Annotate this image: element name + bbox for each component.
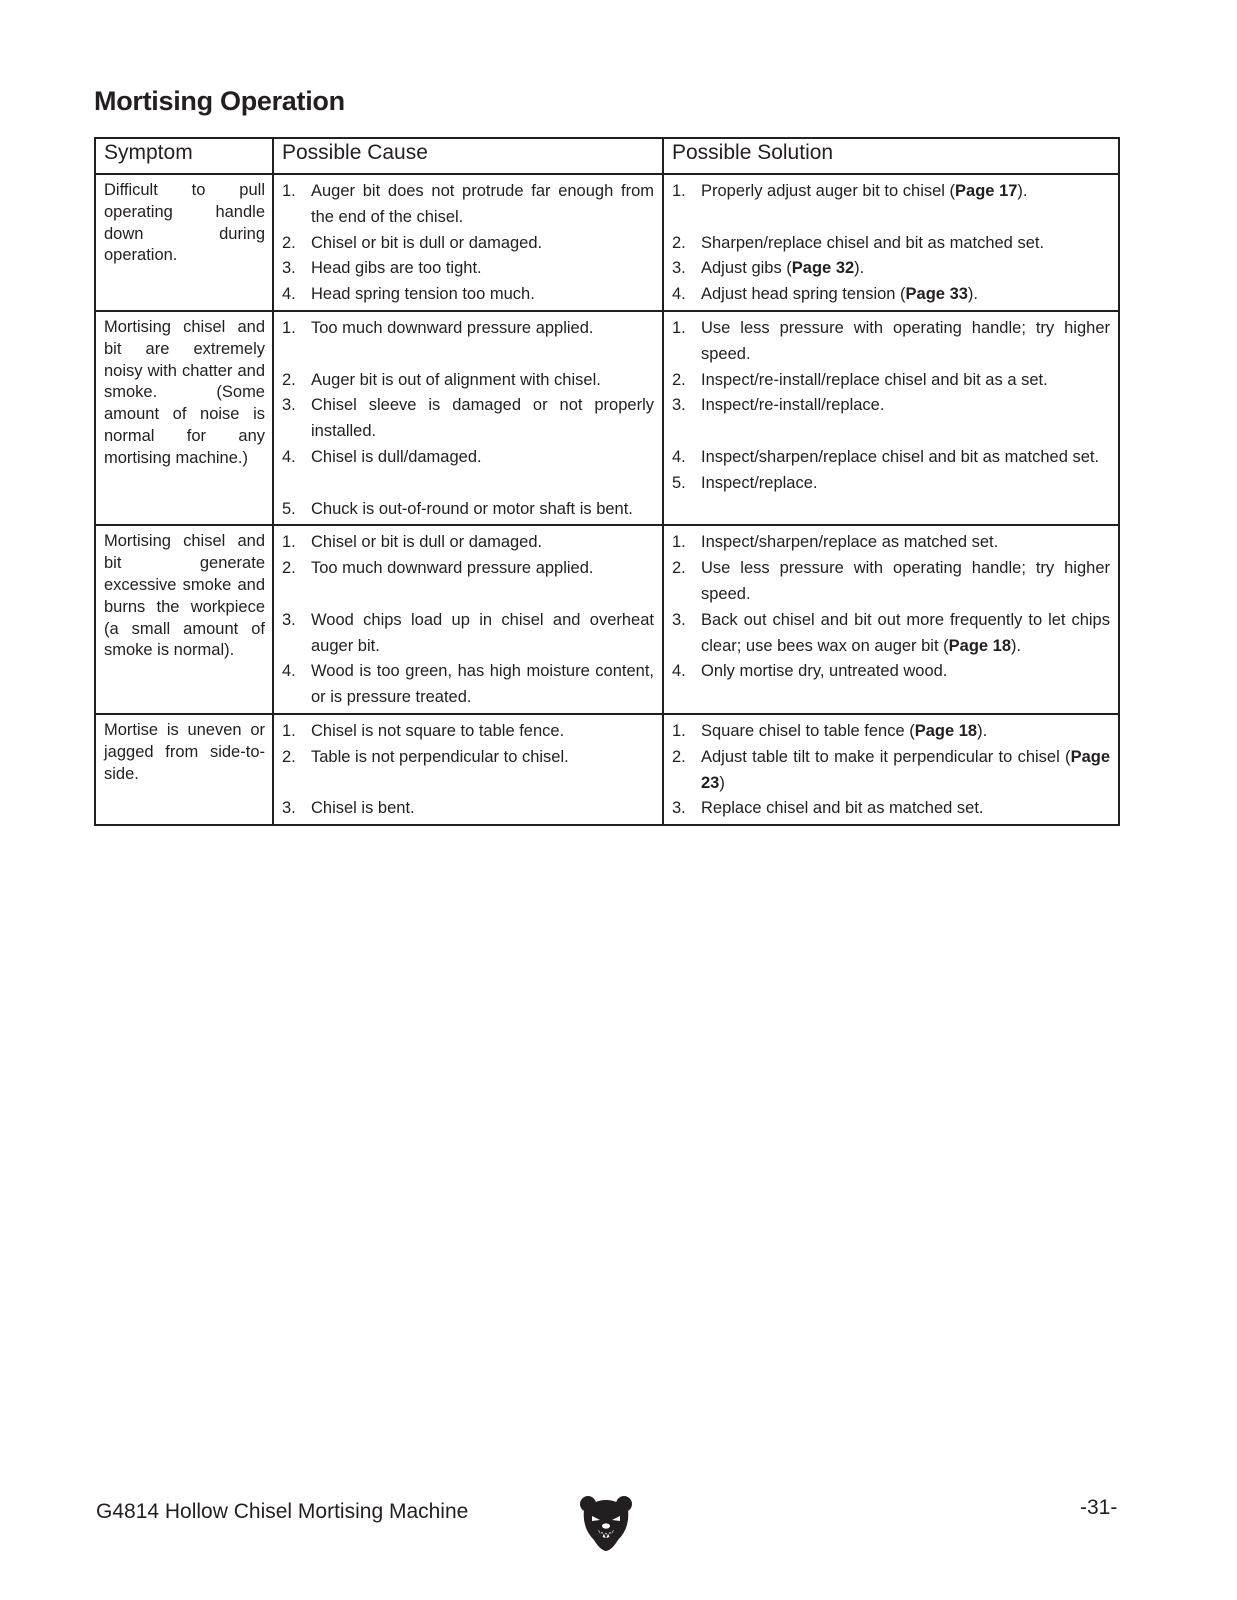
solution-text-body: Inspect/re-install/replace chisel and bit as a set. — [701, 370, 1048, 389]
item-number: 1. — [282, 182, 296, 200]
solution-text-body: Only mortise dry, untreated wood. — [701, 662, 948, 681]
solution-text-body: Inspect/re-install/replace. — [701, 396, 885, 415]
solution-text-body: Sharpen/replace chisel and bit as matched set. — [701, 233, 1045, 252]
item-number: 1. — [672, 721, 686, 740]
symptom-cell: Mortising chisel and bit are extremely noisy with chatter and smoke. (Some amount of noise is normal for any mortising machine.) — [95, 311, 273, 525]
cause-item — [282, 445, 654, 471]
cause-text: Chisel sleeve is damaged or not properly installed. — [311, 396, 654, 441]
solution-text-body: Inspect/sharpen/replace chisel and bit as matched set. — [701, 447, 1100, 466]
cause-item — [282, 179, 654, 231]
solution-text-tail: ) — [719, 773, 725, 792]
cause-text: Chisel or bit is dull or damaged. — [311, 233, 543, 252]
item-number: 4. — [282, 662, 296, 681]
solution-text — [701, 368, 1110, 394]
possible-cause-cell — [273, 174, 663, 311]
cause-item — [282, 497, 654, 523]
item-number: 2. — [672, 233, 686, 252]
symptom-header: Symptom — [95, 138, 273, 174]
cause-item — [282, 231, 654, 257]
item-number: 2. — [282, 559, 296, 578]
solution-text-body: Inspect/replace. — [701, 473, 818, 492]
solution-text-tail: ). — [1011, 636, 1022, 655]
solution-text-body: Adjust table tilt to make it perpendicular to chisel ( — [701, 747, 1071, 766]
solution-text — [701, 445, 1110, 471]
solution-text — [701, 231, 1110, 257]
solution-text — [701, 659, 1110, 685]
solution-item — [672, 282, 1110, 308]
cause-item — [282, 556, 654, 582]
solution-text-tail: ). — [1017, 182, 1028, 200]
solution-text — [701, 530, 1110, 556]
cause-text: Too much downward pressure applied. — [311, 318, 594, 337]
item-number: 3. — [282, 259, 296, 278]
cause-item — [282, 530, 654, 556]
solution-item — [672, 608, 1110, 660]
page-reference: Page 17 — [955, 182, 1018, 200]
item-number: 1. — [672, 318, 686, 337]
cause-item — [282, 608, 654, 660]
possible-cause-cell — [273, 311, 663, 525]
solution-text-body: Use less pressure with operating handle; try higher speed. — [701, 559, 1110, 603]
solution-item — [672, 445, 1110, 471]
page-reference: Page 18 — [914, 721, 978, 740]
cause-text: Auger bit does not protrude far enough from the end of the chisel. — [311, 182, 654, 226]
item-number: 4. — [282, 447, 296, 466]
symptom-cell: Mortising chisel and bit generate excessive smoke and burns the workpiece (a small amount of smoke is normal). — [95, 525, 273, 714]
solution-text-body: Properly adjust auger bit to chisel ( — [701, 182, 956, 200]
solution-text-body: Replace chisel and bit as matched set. — [701, 799, 984, 818]
item-number: 1. — [282, 721, 296, 740]
solution-text — [701, 282, 1110, 308]
solution-text-body: Square chisel to table fence ( — [701, 721, 915, 740]
cause-text: Chisel is bent. — [311, 799, 415, 818]
table-row — [95, 311, 1119, 525]
cause-text: Wood is too green, has high moisture content, or is pressure treated. — [311, 662, 654, 707]
cause-text: Table is not perpendicular to chisel. — [311, 747, 569, 766]
possible-solution-cell — [663, 311, 1119, 525]
list-spacer — [672, 205, 1110, 231]
item-number: 1. — [282, 318, 296, 337]
page-reference: Page 33 — [905, 285, 968, 304]
solution-text — [701, 393, 1110, 419]
solution-item — [672, 659, 1110, 685]
bear-head-logo-icon — [578, 1494, 634, 1552]
item-number: 5. — [672, 473, 686, 492]
solution-text — [701, 719, 1110, 745]
cause-item — [282, 796, 654, 822]
cause-item — [282, 316, 654, 342]
list-spacer — [282, 771, 654, 797]
cause-item — [282, 659, 654, 711]
solution-item — [672, 719, 1110, 745]
table-row — [95, 714, 1119, 825]
item-number: 3. — [672, 799, 686, 818]
table-row — [95, 525, 1119, 714]
page-reference: Page 23 — [701, 747, 1110, 792]
cause-text: Chisel is not square to table fence. — [311, 721, 565, 740]
solution-item — [672, 530, 1110, 556]
possible-solution-cell — [663, 525, 1119, 714]
page-reference: Page 18 — [948, 636, 1012, 655]
item-number: 1. — [282, 533, 296, 552]
solution-text — [701, 316, 1110, 368]
solution-text — [701, 556, 1110, 608]
possible-solution-cell — [663, 174, 1119, 311]
page-title: Mortising Operation — [94, 86, 345, 116]
item-number: 3. — [672, 610, 686, 629]
solution-item — [672, 471, 1110, 497]
solution-item — [672, 393, 1110, 419]
page-number: -31- — [1080, 1496, 1118, 1519]
solution-item — [672, 256, 1110, 282]
cause-item — [282, 745, 654, 771]
symptom-cell: Mortise is uneven or jagged from side-to-side. — [95, 714, 273, 825]
solution-text-body: Use less pressure with operating handle; try higher speed. — [701, 318, 1110, 363]
cause-item — [282, 393, 654, 445]
symptom-cell: Difficult to pull operating handle down during operation. — [95, 174, 273, 311]
cause-text: Wood chips load up in chisel and overheat auger bit. — [311, 610, 654, 655]
item-number: 4. — [672, 447, 686, 466]
solution-item — [672, 745, 1110, 797]
item-number: 3. — [672, 259, 686, 278]
solution-text — [701, 256, 1110, 282]
possible-solution-cell — [663, 714, 1119, 825]
item-number: 2. — [282, 370, 296, 389]
solution-item — [672, 368, 1110, 394]
cause-text: Too much downward pressure applied. — [311, 559, 594, 578]
list-spacer — [282, 342, 654, 368]
table-header-row — [95, 138, 1119, 174]
item-number: 5. — [282, 499, 296, 518]
solution-item — [672, 556, 1110, 608]
item-number: 2. — [282, 747, 296, 766]
cause-item — [282, 256, 654, 282]
solution-text — [701, 471, 1110, 497]
solution-text-body: Back out chisel and bit out more frequently to let chips clear; use bees wax on auger bit ( — [701, 610, 1110, 655]
list-spacer — [282, 471, 654, 497]
solution-text-tail: ). — [977, 721, 988, 740]
possible-cause-cell — [273, 714, 663, 825]
item-number: 3. — [672, 396, 686, 415]
cause-item — [282, 282, 654, 308]
item-number: 3. — [282, 610, 296, 629]
cause-text: Head gibs are too tight. — [311, 259, 482, 278]
solution-item — [672, 179, 1110, 205]
cause-text: Chuck is out-of-round or motor shaft is bent. — [311, 499, 633, 518]
troubleshooting-table — [94, 137, 1120, 826]
item-number: 1. — [672, 533, 686, 552]
item-number: 2. — [672, 559, 686, 578]
solution-text — [701, 179, 1110, 205]
page-reference: Page 32 — [791, 259, 855, 278]
possible-cause-header: Possible Cause — [273, 138, 663, 174]
item-number: 3. — [282, 799, 296, 818]
cause-text: Head spring tension too much. — [311, 285, 535, 304]
item-number: 4. — [282, 285, 296, 304]
solution-text-tail: ). — [854, 259, 865, 278]
solution-text-body: Adjust head spring tension ( — [701, 285, 906, 304]
solution-text-tail: ). — [967, 285, 979, 304]
table-body — [95, 174, 1119, 825]
item-number: 4. — [672, 285, 686, 304]
solution-text — [701, 745, 1110, 797]
possible-cause-cell — [273, 525, 663, 714]
item-number: 3. — [282, 396, 296, 415]
list-spacer — [282, 582, 654, 608]
solution-item — [672, 231, 1110, 257]
item-number: 4. — [672, 662, 686, 681]
item-number: 2. — [672, 747, 686, 766]
cause-text: Chisel is dull/damaged. — [311, 447, 482, 466]
solution-item — [672, 316, 1110, 368]
cause-text: Auger bit is out of alignment with chisel. — [311, 370, 601, 389]
cause-item — [282, 368, 654, 394]
solution-item — [672, 796, 1110, 822]
solution-text — [701, 608, 1110, 660]
possible-solution-header: Possible Solution — [663, 138, 1119, 174]
item-number: 2. — [672, 370, 686, 389]
footer-model-title: G4814 Hollow Chisel Mortising Machine — [96, 1500, 469, 1523]
item-number: 2. — [282, 233, 296, 252]
solution-text-body: Adjust gibs ( — [701, 259, 792, 278]
list-spacer — [672, 419, 1110, 445]
cause-text: Chisel or bit is dull or damaged. — [311, 533, 543, 552]
cause-item — [282, 719, 654, 745]
item-number: 1. — [672, 182, 686, 200]
solution-text-body: Inspect/sharpen/replace as matched set. — [701, 533, 999, 552]
table-row — [95, 174, 1119, 311]
solution-text — [701, 796, 1110, 822]
